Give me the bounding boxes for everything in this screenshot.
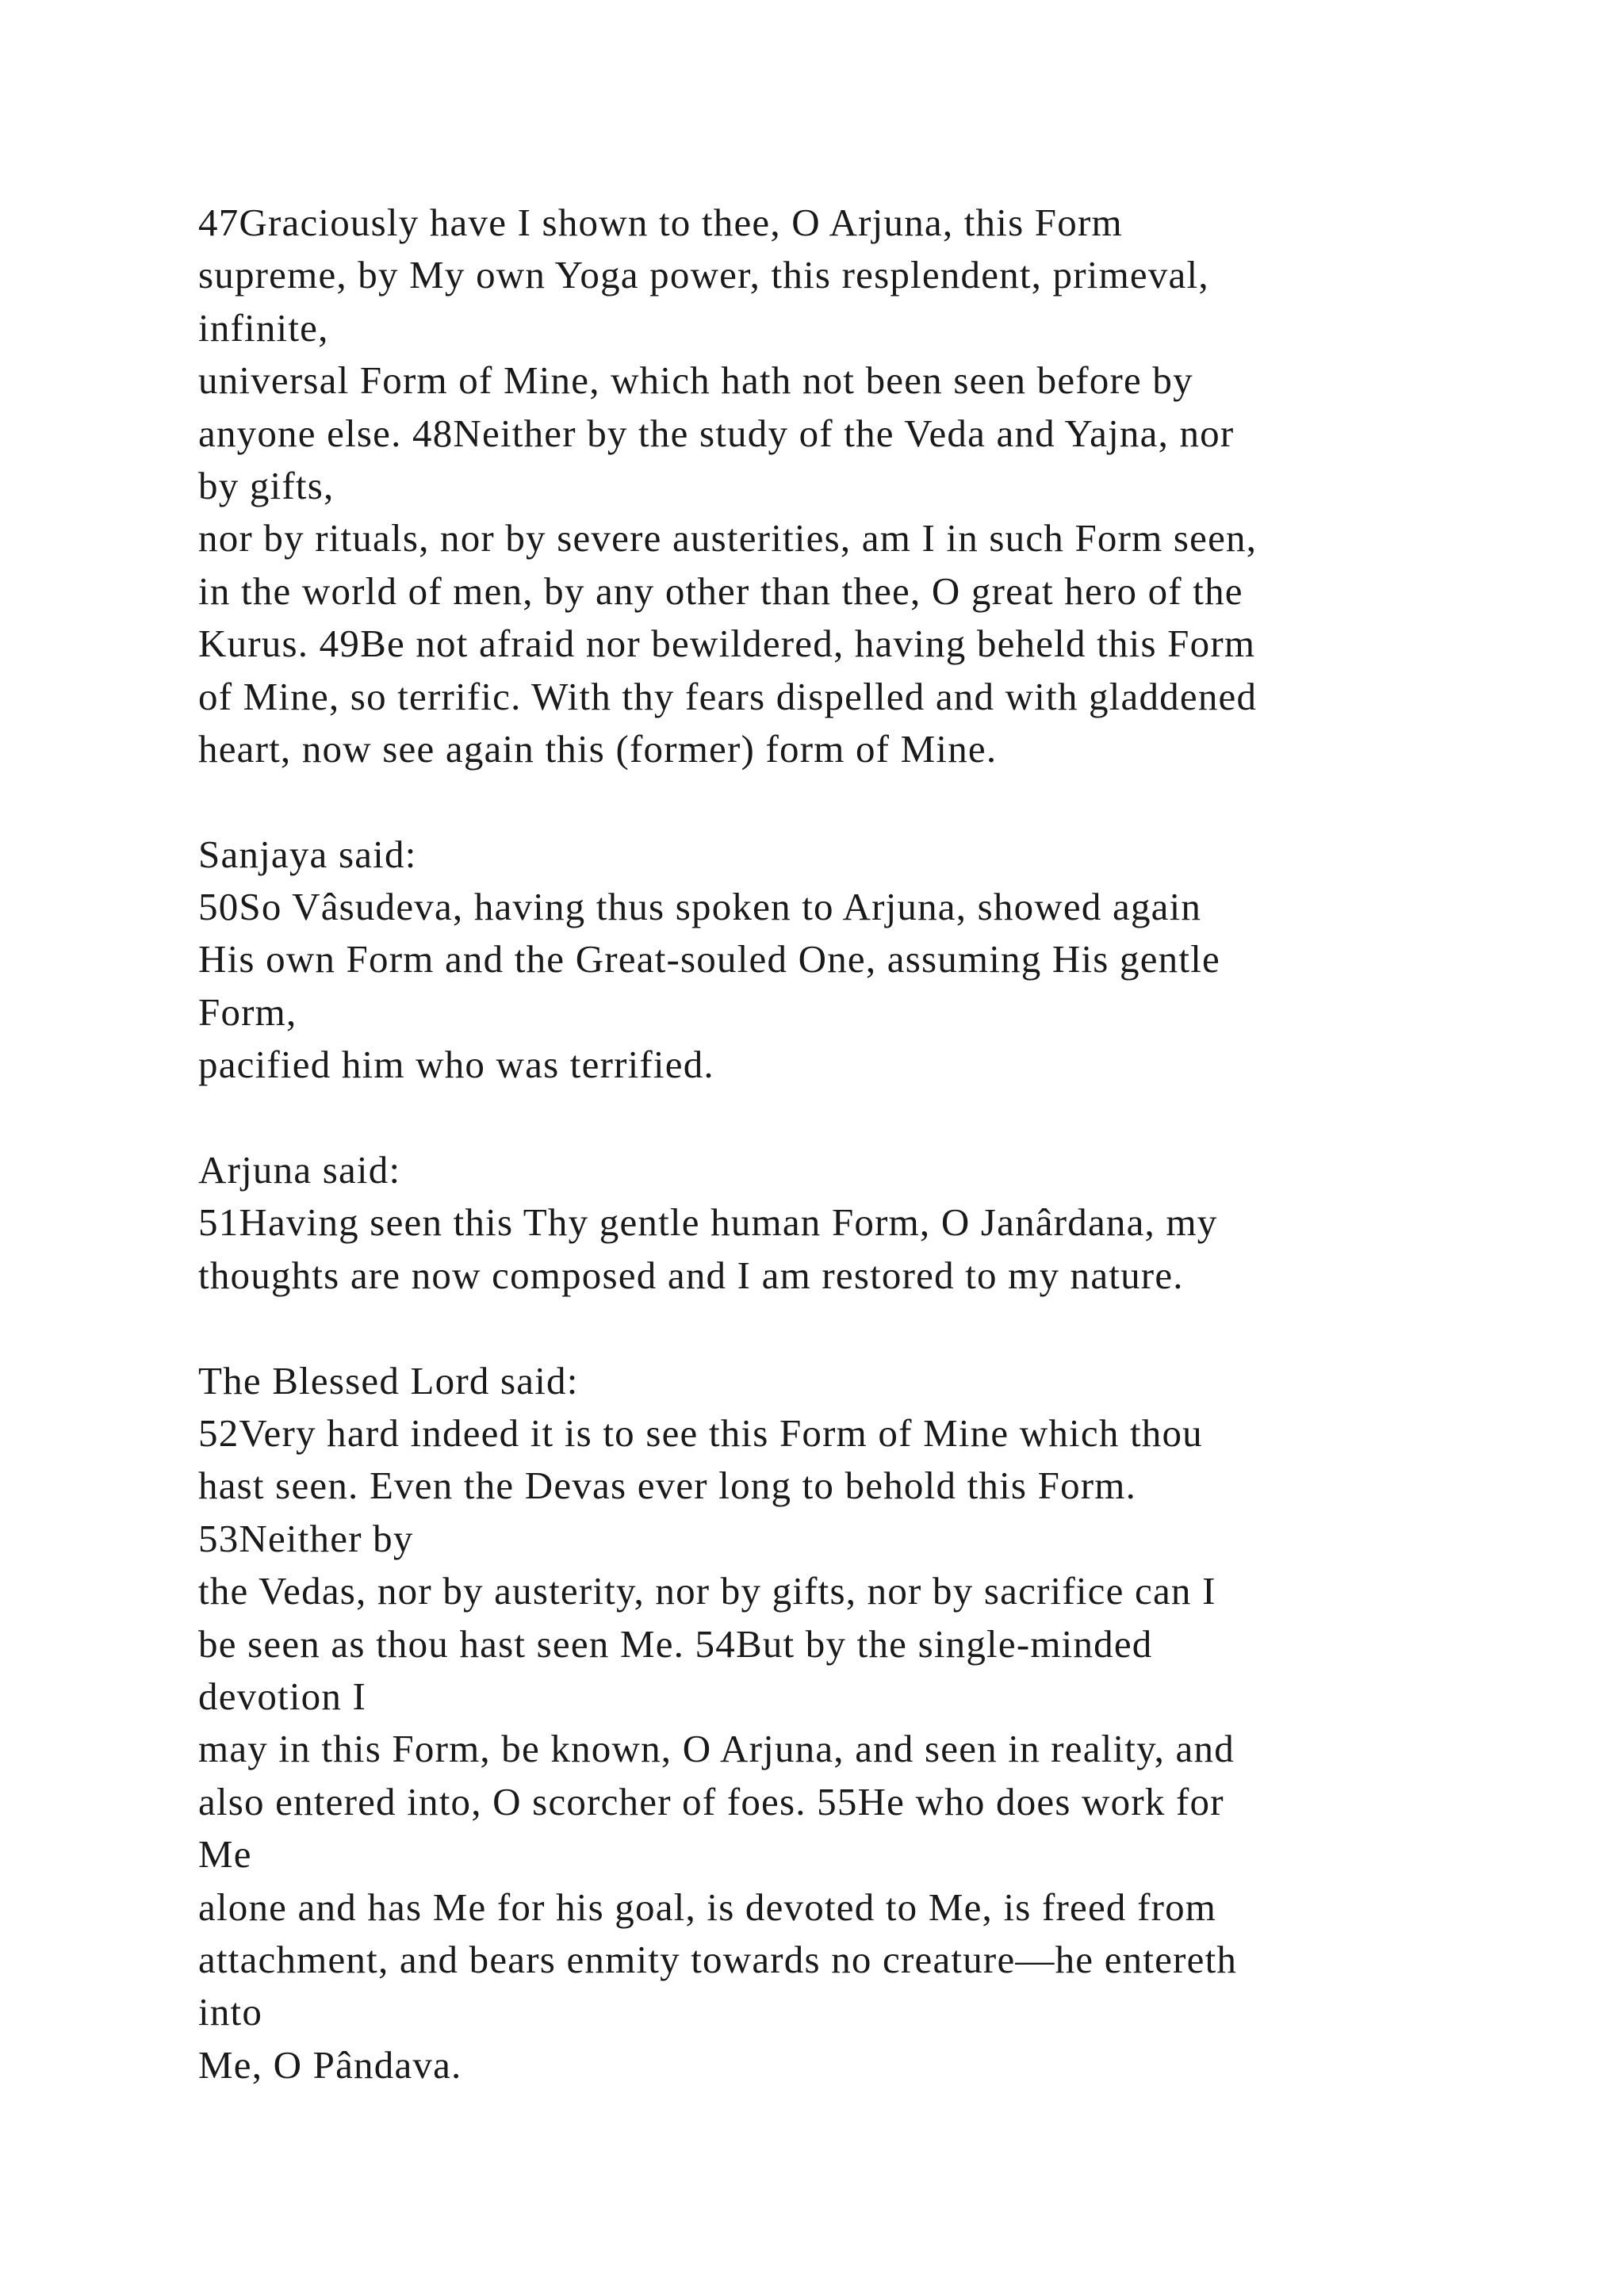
paragraph-blessed-lord — [198, 1355, 1546, 2091]
text-line: pacified him who was terrified. — [198, 1043, 714, 1087]
text-line: His own Form and the Great-souled One, assuming His gentle — [198, 937, 1220, 982]
text-line: 52Very hard indeed it is to see this Form of Mine which thou — [198, 1410, 1203, 1455]
speaker-heading: Sanjaya said: — [198, 832, 417, 876]
text-line: of Mine, so terrific. With thy fears dispelled and with gladdened — [198, 674, 1258, 718]
text-line: be seen as thou hast seen Me. 54But by the single-minded — [198, 1621, 1153, 1666]
speaker-heading: The Blessed Lord said: — [198, 1358, 579, 1402]
paragraph-spacer — [198, 1092, 1546, 1144]
text-line: alone and has Me for his goal, is devoted to Me, is freed from — [198, 1885, 1217, 1929]
text-line: 47Graciously have I shown to thee, O Arjuna, this Form — [198, 201, 1123, 244]
text-line: universal Form of Mine, which hath not been seen before by — [198, 358, 1193, 403]
speaker-heading: Arjuna said: — [198, 1148, 401, 1192]
text-line: into — [198, 1990, 263, 2034]
text-line: the Vedas, nor by austerity, nor by gifts, nor by sacrifice can I — [198, 1569, 1216, 1613]
text-line: in the world of men, by any other than thee, O great hero of the — [198, 568, 1243, 613]
text-line: Me — [198, 1832, 252, 1877]
text-line: nor by rituals, nor by severe austerities, am I in such Form seen, — [198, 516, 1258, 561]
text-line: anyone else. 48Neither by the study of the Veda and Yajna, nor — [198, 411, 1235, 455]
text-line: 50So Vâsudeva, having thus spoken to Arjuna, showed again — [198, 885, 1202, 929]
text-line: thoughts are now composed and I am restored to my nature. — [198, 1253, 1184, 1297]
text-line: Me, O Pândava. — [198, 2042, 462, 2087]
paragraph-verses-47-49 — [198, 197, 1546, 775]
text-line: hast seen. Even the Devas ever long to behold this Form. — [198, 1464, 1137, 1508]
text-line: Form, — [198, 989, 297, 1034]
paragraph-arjuna — [198, 1144, 1546, 1302]
text-line: 51Having seen this Thy gentle human Form, O Janârdana, my — [198, 1200, 1218, 1245]
paragraph-spacer — [198, 1302, 1546, 1354]
text-line: infinite, — [198, 305, 329, 350]
paragraph-spacer — [198, 775, 1546, 828]
text-line: also entered into, O scorcher of foes. 55He who does work for — [198, 1779, 1224, 1823]
text-line: supreme, by My own Yoga power, this resplendent, primeval, — [198, 253, 1209, 297]
text-line: Kurus. 49Be not afraid nor bewildered, having beheld this Form — [198, 622, 1256, 666]
text-line: may in this Form, be known, O Arjuna, and seen in reality, and — [198, 1727, 1235, 1771]
text-line: 53Neither by — [198, 1516, 414, 1560]
text-line: devotion I — [198, 1674, 367, 1718]
paragraph-sanjaya — [198, 828, 1546, 1092]
text-line: heart, now see again this (former) form of Mine. — [198, 726, 998, 771]
document-body — [198, 197, 1546, 2091]
text-line: attachment, and bears enmity towards no creature—he entereth — [198, 1937, 1238, 1981]
text-line: by gifts, — [198, 463, 335, 507]
